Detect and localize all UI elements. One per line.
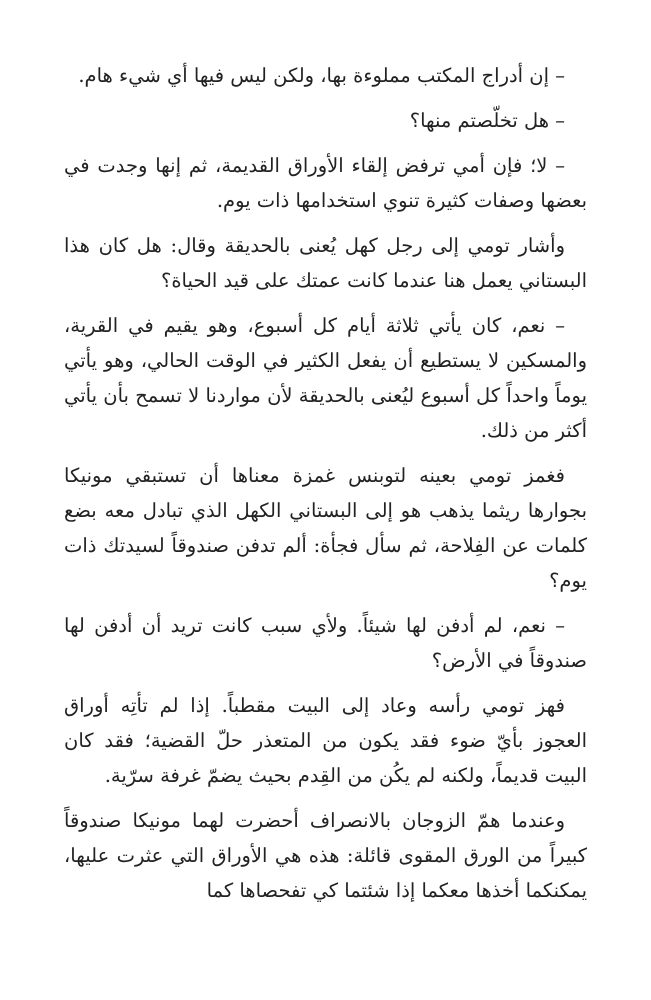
paragraph-2: – هل تخلّصتم منها؟ xyxy=(409,109,565,132)
paragraph-5: – نعم، كان يأتي ثلاثة أيام كل أسبوع، وهو يقيم في القرية، والمسكين لا يستطيع أن يفعل الكثير في الوقت الحالي، وهو يأتي يوماً واحداً كل أسبوع ليُعنى بالحديقة لأن مواردنا لا تسمح بأن يأتي أكثر من ذلك. xyxy=(64,314,587,442)
paragraph-3: – لا؛ فإن أمي ترفض إلقاء الأوراق القديمة، ثم إنها وجدت في بعضها وصفات كثيرة تنوي استخدامها ذات يوم. xyxy=(64,154,587,212)
paragraph-4: وأشار تومي إلى رجل كهل يُعنى بالحديقة وقال: هل كان هذا البستاني يعمل هنا عندما كانت عمتك على قيد الحياة؟ xyxy=(64,234,587,292)
paragraph-9: وعندما همّ الزوجان بالانصراف أحضرت لهما مونيكا صندوقاً كبيراً من الورق المقوى قائلة: هذه هي الأوراق التي عثرت عليها، يمكنكما أخذها معكما إذا شئتما كي تفحصاها كما xyxy=(64,809,587,902)
paragraph-1: – إن أدراج المكتب مملوءة بها، ولكن ليس فيها أي شيء هام. xyxy=(78,64,565,87)
paragraph-7: – نعم، لم أدفن لها شيئاً. ولأي سبب كانت تريد أن أدفن لها صندوقاً في الأرض؟ xyxy=(64,614,587,672)
book-page xyxy=(64,58,587,918)
paragraph-8: فهز تومي رأسه وعاد إلى البيت مقطباً. إذا لم تأتِه أوراق العجوز بأيّ ضوء فقد يكون من المتعذر حلّ القضية؛ فقد كان البيت قديماً، ولكنه لم يكُن من القِدم بحيث يضمّ غرفة سرّية. xyxy=(64,694,587,787)
paragraph-6: فغمز تومي بعينه لتوبنس غمزة معناها أن تستبقي مونيكا بجوارها ريثما يذهب هو إلى البستاني الكهل الذي تبادل معه بضع كلمات عن الفِلاحة، ثم سأل فجأة: ألم تدفن صندوقاً لسيدتك ذات يوم؟ xyxy=(64,464,587,592)
